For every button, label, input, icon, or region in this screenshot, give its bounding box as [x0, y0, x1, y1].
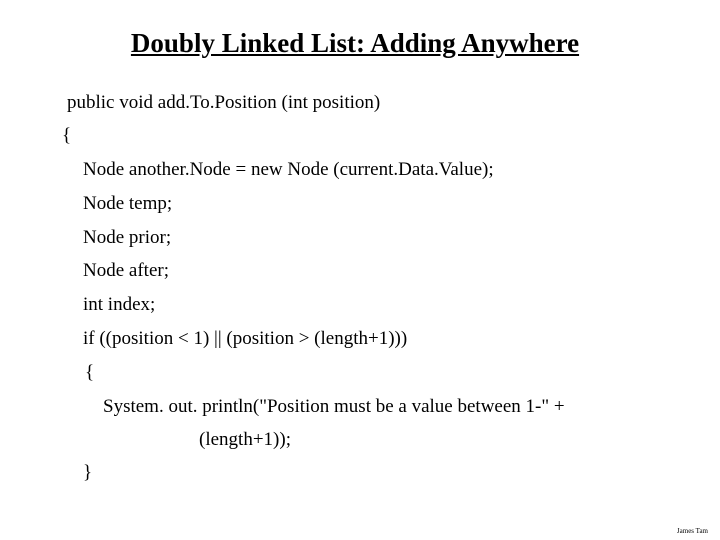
code-line-new-node: Node another.Node = new Node (current.Data.Value);	[83, 159, 494, 180]
code-line-node-prior: Node prior;	[83, 227, 172, 248]
code-line-if-condition: if ((position < 1) || (position > (length+1)))	[83, 328, 408, 349]
slide-title: Doubly Linked List: Adding Anywhere	[130, 28, 580, 58]
code-line-method-signature: public void add.To.Position (int position)	[67, 92, 381, 113]
code-line-if-close-brace: }	[83, 462, 93, 483]
author-footer: James Tam	[676, 527, 708, 535]
code-line-node-after: Node after;	[83, 260, 169, 281]
code-line-println-cont: (length+1));	[199, 429, 291, 450]
code-line-open-brace: {	[62, 125, 72, 146]
code-line-int-index: int index;	[83, 294, 156, 315]
code-line-if-open-brace: {	[85, 362, 95, 383]
code-line-println: System. out. println("Position must be a value between 1-" +	[103, 396, 565, 417]
code-line-node-temp: Node temp;	[83, 193, 173, 214]
